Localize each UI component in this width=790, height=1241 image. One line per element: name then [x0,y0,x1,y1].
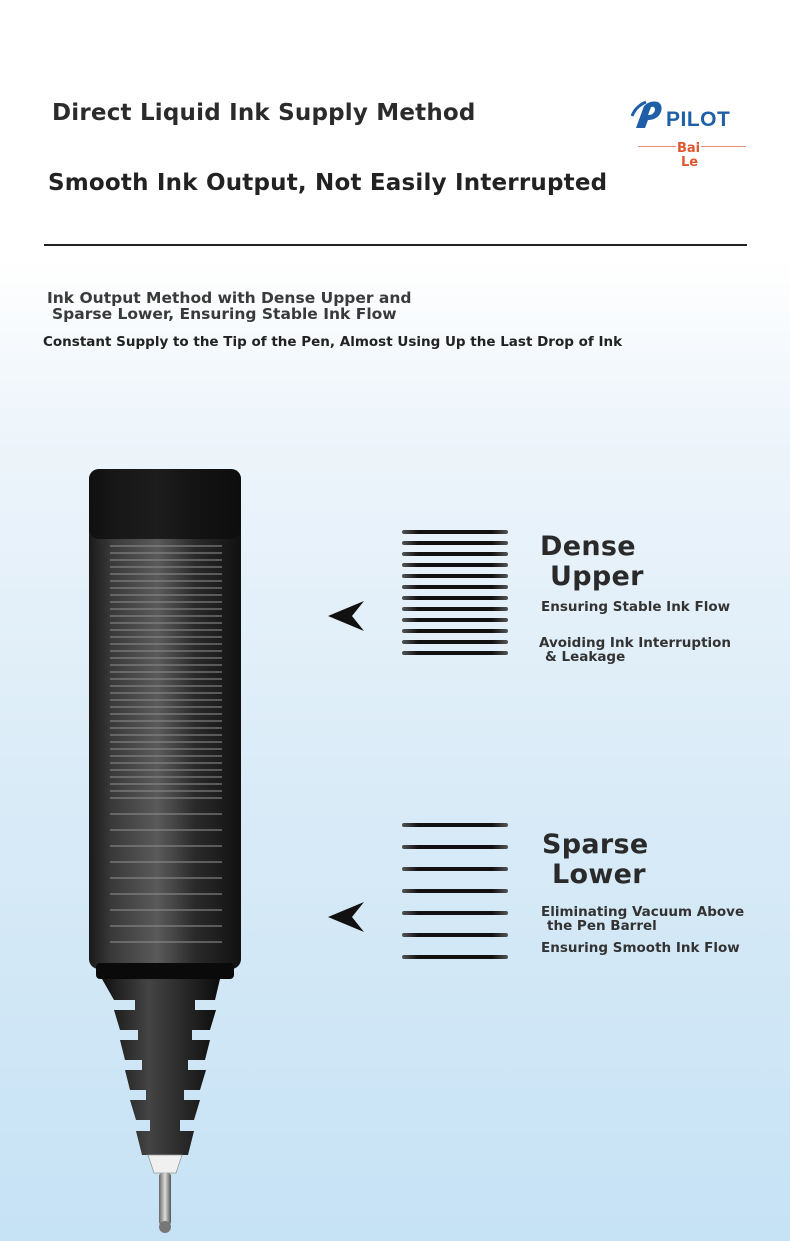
page-subtitle: Smooth Ink Output, Not Easily Interrupted [48,170,608,196]
ink-fin [110,692,222,694]
ink-line [402,552,508,556]
ink-fin [110,678,222,680]
ink-line [402,640,508,644]
ink-line [402,823,508,827]
ink-fin [110,594,222,596]
ink-fin [110,545,222,547]
sparse-feature1-line1: Eliminating Vacuum Above [541,904,745,920]
pilot-logo [630,98,748,170]
ink-line [402,911,508,915]
ink-line [402,541,508,545]
ink-fin [110,909,222,911]
ink-fin [110,664,222,666]
ink-fin [110,845,222,847]
ink-line [402,585,508,589]
ink-line [402,596,508,600]
header-divider [44,244,747,246]
ink-fin [110,734,222,736]
sparse-title [542,830,649,890]
dense-title-line2: Upper [550,561,644,592]
sparse-lines-graphic [402,823,510,963]
ink-fin [110,813,222,815]
ink-fin [110,706,222,708]
ink-fin [110,783,222,785]
sparse-feature2: Ensuring Smooth Ink Flow [541,940,740,956]
ink-fin [110,601,222,603]
ink-fin [110,580,222,582]
ink-fin [110,720,222,722]
ink-fin [110,741,222,743]
ink-fin [110,893,222,895]
ink-fin [110,587,222,589]
ink-fin [110,629,222,631]
ink-line [402,629,508,633]
ink-fin [110,699,222,701]
sparse-feature1-line2: the Pen Barrel [547,918,657,934]
ink-fin [110,829,222,831]
ink-line [402,574,508,578]
brand-name: PILOT [666,108,731,131]
dense-feature2-line2: & Leakage [545,649,626,665]
ink-fin [110,615,222,617]
ink-fin [110,650,222,652]
ink-fin [110,671,222,673]
sparse-title-line2: Lower [552,859,646,890]
ink-fin [110,861,222,863]
intro-line2: Sparse Lower, Ensuring Stable Ink Flow [52,305,397,323]
dense-lines-graphic [402,530,510,658]
ink-line [402,563,508,567]
ink-line [402,607,508,611]
ink-line [402,530,508,534]
ink-fin [110,713,222,715]
sparse-feature1 [541,905,744,933]
ink-fin [110,755,222,757]
ink-line [402,867,508,871]
ink-line [402,651,508,655]
ink-fin [110,776,222,778]
ink-line [402,618,508,622]
ink-fin [110,877,222,879]
ink-fin [110,657,222,659]
dense-feature2 [539,636,731,664]
ink-line [402,889,508,893]
arrow-left-icon [328,601,364,631]
ink-fin [110,769,222,771]
ink-fin [110,748,222,750]
sparse-title-line1: Sparse [542,829,649,860]
ink-fin [110,925,222,927]
logo-sub-line1: Bai [677,141,701,156]
arrow-left-icon [328,902,364,932]
ink-fin [110,622,222,624]
ink-fin [110,790,222,792]
intro-heading [47,290,412,322]
dense-feature1: Ensuring Stable Ink Flow [541,599,731,615]
ink-fin [110,941,222,943]
ink-fin [110,608,222,610]
ink-line [402,955,508,959]
pen-illustration [70,465,270,1241]
ink-fin [110,573,222,575]
intro-description: Constant Supply to the Tip of the Pen, Almost Using Up the Last Drop of Ink [43,334,623,350]
pilot-logo-mark-icon [630,98,666,134]
page-title: Direct Liquid Ink Supply Method [52,100,476,126]
ink-fin [110,727,222,729]
ink-fin [110,566,222,568]
ink-line [402,933,508,937]
dense-feature2-line1: Avoiding Ink Interruption [539,635,732,651]
ink-fin [110,762,222,764]
dense-title-line1: Dense [540,531,636,562]
ink-fin [110,636,222,638]
dense-title [540,532,644,592]
ink-line [402,845,508,849]
ink-fin [110,552,222,554]
ink-fin [110,685,222,687]
ink-fin [110,643,222,645]
intro-line1: Ink Output Method with Dense Upper and [47,289,412,307]
logo-sub-line2: Le [681,155,699,170]
ink-fin [110,797,222,799]
ink-fin [110,559,222,561]
